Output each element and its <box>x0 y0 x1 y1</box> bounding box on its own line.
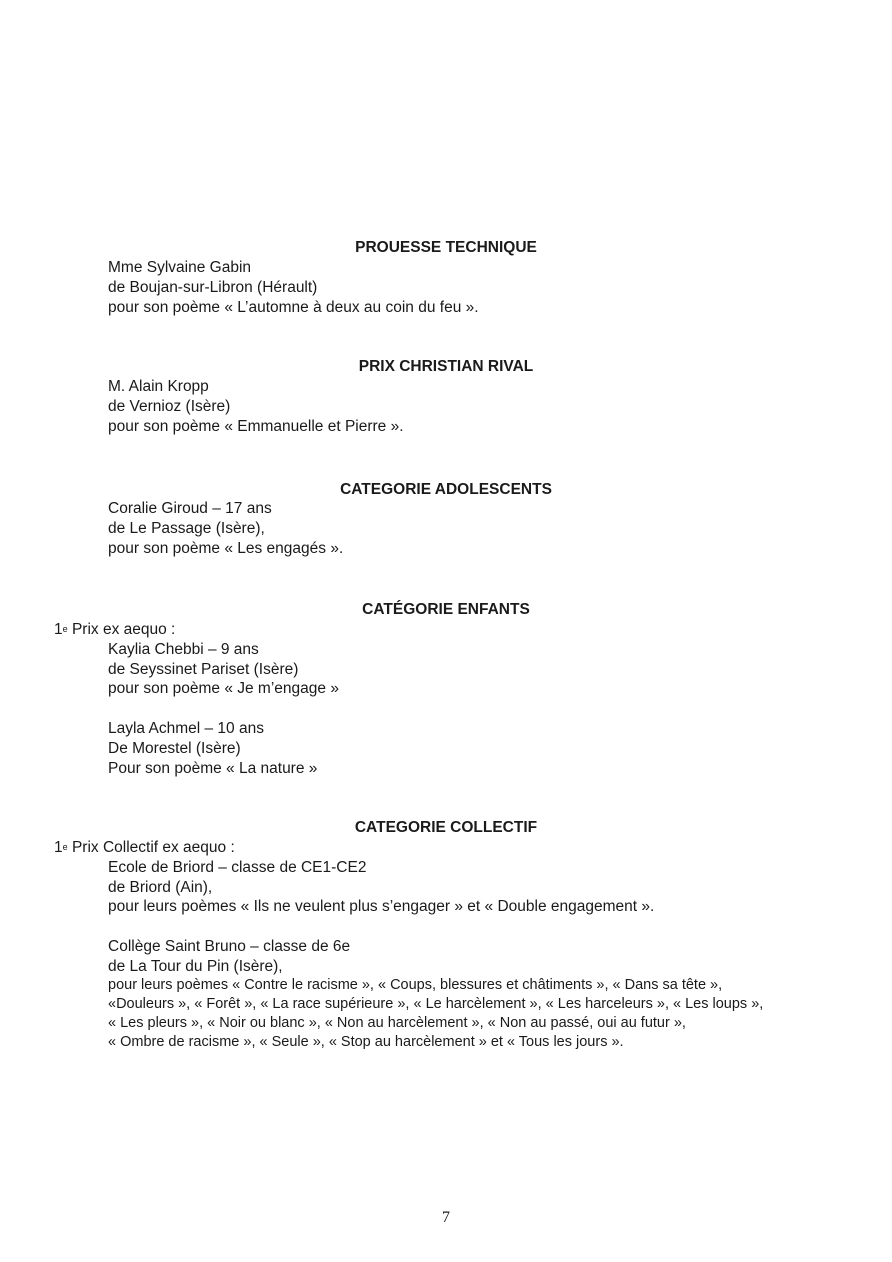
winner-location: de Boujan-sur-Libron (Hérault) <box>108 279 318 296</box>
section-heading-prouesse-technique: PROUESSE TECHNIQUE <box>355 239 537 256</box>
winner-location: de Vernioz (Isère) <box>108 398 231 415</box>
winner-poem: pour son poème « L’automne à deux au coin du feu ». <box>108 299 479 316</box>
winner-poem: pour leurs poèmes « Ils ne veulent plus s’engager » et « Double engagement ». <box>108 898 655 915</box>
section-heading-categorie-collectif: CATEGORIE COLLECTIF <box>354 819 538 836</box>
winner-poem-list-line: « Les pleurs », « Noir ou blanc », « Non au harcèlement », « Non au passé, oui au futur », <box>108 1015 686 1031</box>
prize-rank-label: 1e Prix Collectif ex aequo : <box>54 839 235 856</box>
winner-name: M. Alain Kropp <box>108 378 209 395</box>
winner-name: Coralie Giroud – 17 ans <box>108 500 272 517</box>
winner-location: de Briord (Ain), <box>108 879 213 896</box>
winner-poem: pour son poème « Emmanuelle et Pierre ». <box>108 418 404 435</box>
winner-location: De Morestel (Isère) <box>108 740 241 757</box>
winner-name: Kaylia Chebbi – 9 ans <box>108 641 259 658</box>
section-heading-categorie-enfants: CATÉGORIE ENFANTS <box>362 601 530 618</box>
winner-location: de Seyssinet Pariset (Isère) <box>108 661 299 678</box>
winner-name: Layla Achmel – 10 ans <box>108 720 264 737</box>
winner-location: de Le Passage (Isère), <box>108 520 265 537</box>
section-heading-prix-christian-rival: PRIX CHRISTIAN RIVAL <box>358 358 534 375</box>
section-heading-categorie-adolescents: CATEGORIE ADOLESCENTS <box>340 481 552 498</box>
prize-rank-label: 1e Prix ex aequo : <box>54 621 176 638</box>
winner-poem-list-line: pour leurs poèmes « Contre le racisme », « Coups, blessures et châtiments », « Dans sa tête », <box>108 977 723 993</box>
winner-location: de La Tour du Pin (Isère), <box>108 958 283 975</box>
page-number: 7 <box>442 1209 450 1226</box>
winner-poem: pour son poème « Les engagés ». <box>108 540 344 557</box>
winner-name: Ecole de Briord – classe de CE1-CE2 <box>108 859 367 876</box>
winner-poem-list-line: « Ombre de racisme », « Seule », « Stop au harcèlement » et « Tous les jours ». <box>108 1034 624 1050</box>
winner-name: Collège Saint Bruno – classe de 6e <box>108 938 351 955</box>
winner-name: Mme Sylvaine Gabin <box>108 259 252 276</box>
winner-poem: pour son poème « Je m’engage » <box>108 680 339 697</box>
winner-poem-list-line: «Douleurs », « Forêt », « La race supérieure », « Le harcèlement », « Les harceleurs », « Les loups », <box>108 996 764 1012</box>
winner-poem: Pour son poème « La nature » <box>108 760 318 777</box>
